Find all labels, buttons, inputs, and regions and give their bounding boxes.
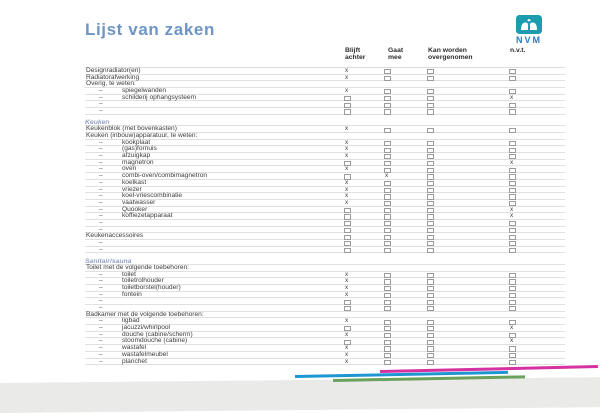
checkbox-kan-worden-overgenomen[interactable]	[427, 174, 434, 179]
checkbox-gaat-mee[interactable]	[384, 89, 391, 94]
items-table	[85, 67, 565, 365]
list-dash: –	[99, 297, 103, 305]
checkbox-kan-worden-overgenomen[interactable]	[427, 188, 434, 193]
table-row	[85, 153, 565, 160]
checkbox-kan-worden-overgenomen[interactable]	[427, 228, 434, 233]
list-dash: –	[99, 290, 103, 298]
checkbox-kan-worden-overgenomen[interactable]	[427, 279, 434, 284]
list-dash: –	[99, 245, 103, 253]
list-dash: –	[99, 212, 103, 220]
checkbox-gaat-mee[interactable]	[384, 194, 391, 199]
checkbox-kan-worden-overgenomen[interactable]	[427, 241, 434, 246]
checkbox-kan-worden-overgenomen[interactable]	[427, 214, 434, 219]
list-dash: –	[99, 192, 103, 200]
checked-checkbox-blijft-achter[interactable]: x	[345, 192, 349, 200]
checkbox-gaat-mee[interactable]	[384, 141, 391, 146]
checkbox-nvt[interactable]	[509, 69, 516, 74]
checkbox-gaat-mee[interactable]	[384, 161, 391, 166]
checkbox-kan-worden-overgenomen[interactable]	[427, 300, 434, 305]
table-row	[85, 247, 565, 254]
checkbox-nvt[interactable]	[509, 306, 516, 311]
checkbox-gaat-mee[interactable]	[384, 128, 391, 133]
list-dash: –	[99, 350, 103, 358]
checked-checkbox-blijft-achter[interactable]: x	[345, 290, 349, 298]
list-dash: –	[99, 330, 103, 338]
checkbox-gaat-mee[interactable]	[384, 221, 391, 226]
item-label: douche (cabine/scherm)	[122, 330, 193, 338]
item-label: schilderij ophangsysteem	[122, 93, 197, 101]
checked-checkbox-nvt[interactable]: x	[510, 158, 514, 166]
item-label: toiletborstel(houder)	[122, 283, 181, 291]
checkbox-gaat-mee[interactable]	[384, 76, 391, 81]
checkbox-kan-worden-overgenomen[interactable]	[427, 154, 434, 159]
checkbox-kan-worden-overgenomen[interactable]	[427, 320, 434, 325]
table-row	[85, 220, 565, 227]
checkbox-blijft-achter[interactable]	[344, 214, 351, 219]
checkbox-gaat-mee[interactable]	[384, 300, 391, 305]
item-label: vriezer	[122, 185, 142, 193]
checkbox-kan-worden-overgenomen[interactable]	[427, 194, 434, 199]
item-label: kookplaat	[122, 138, 151, 146]
checkbox-kan-worden-overgenomen[interactable]	[427, 76, 434, 81]
table-row	[85, 240, 565, 247]
item-label: stoomdouche (cabine)	[122, 337, 188, 345]
checkbox-kan-worden-overgenomen[interactable]	[427, 235, 434, 240]
checked-checkbox-blijft-achter[interactable]: x	[345, 73, 349, 81]
checkbox-kan-worden-overgenomen[interactable]	[427, 161, 434, 166]
checkbox-kan-worden-overgenomen[interactable]	[427, 89, 434, 94]
checkbox-gaat-mee[interactable]	[384, 360, 391, 365]
checkbox-gaat-mee[interactable]	[384, 109, 391, 114]
checkbox-blijft-achter[interactable]	[344, 248, 351, 253]
checkbox-kan-worden-overgenomen[interactable]	[427, 69, 434, 74]
item-label: jacuzzi/whirlpool	[122, 324, 171, 332]
table-row	[85, 173, 565, 180]
checkbox-nvt[interactable]	[509, 228, 516, 233]
item-label: toilet	[122, 270, 136, 278]
item-label: fontein	[122, 290, 142, 298]
checkbox-kan-worden-overgenomen[interactable]	[427, 273, 434, 278]
item-label: Toilet met de volgende toebehoren:	[86, 263, 190, 271]
table-row	[85, 140, 565, 147]
column-header-nvt: n.v.t.	[510, 47, 526, 54]
checkbox-kan-worden-overgenomen[interactable]	[427, 109, 434, 114]
table-row	[85, 133, 565, 140]
checkbox-gaat-mee[interactable]	[384, 248, 391, 253]
checkbox-gaat-mee[interactable]	[384, 154, 391, 159]
item-label: vaatwasser	[122, 198, 156, 206]
item-label: ligbad	[122, 317, 140, 325]
checkbox-gaat-mee[interactable]	[384, 188, 391, 193]
checkbox-nvt[interactable]	[509, 194, 516, 199]
list-dash: –	[99, 205, 103, 213]
checkbox-nvt[interactable]	[509, 293, 516, 298]
checkbox-gaat-mee[interactable]	[384, 148, 391, 153]
checked-checkbox-blijft-achter[interactable]: x	[345, 125, 349, 133]
checkbox-kan-worden-overgenomen[interactable]	[427, 340, 434, 345]
checkbox-kan-worden-overgenomen[interactable]	[427, 353, 434, 358]
list-dash: –	[99, 138, 103, 146]
list-dash: –	[99, 225, 103, 233]
checkbox-gaat-mee[interactable]	[384, 279, 391, 284]
checked-checkbox-blijft-achter[interactable]: x	[345, 67, 349, 74]
checkbox-kan-worden-overgenomen[interactable]	[427, 221, 434, 226]
checkbox-nvt[interactable]	[509, 174, 516, 179]
list-dash: –	[99, 93, 103, 101]
checkbox-nvt[interactable]	[509, 235, 516, 240]
column-header-blijft-achter: Blijft achter	[345, 47, 366, 61]
checkbox-kan-worden-overgenomen[interactable]	[427, 103, 434, 108]
item-label: Badkamer met de volgende toebehoren:	[86, 310, 204, 318]
checkbox-blijft-achter[interactable]	[344, 235, 351, 240]
checked-checkbox-nvt[interactable]: x	[510, 205, 514, 213]
checkbox-nvt[interactable]	[509, 128, 516, 133]
table-row	[85, 68, 565, 75]
checkbox-gaat-mee[interactable]	[384, 273, 391, 278]
list-dash: –	[99, 218, 103, 226]
item-label: Keukenaccessoires	[86, 232, 144, 240]
checkbox-kan-worden-overgenomen[interactable]	[427, 326, 434, 331]
table-row	[85, 146, 565, 153]
checkbox-nvt[interactable]	[509, 148, 516, 153]
checkbox-kan-worden-overgenomen[interactable]	[427, 141, 434, 146]
checkbox-kan-worden-overgenomen[interactable]	[427, 360, 434, 365]
checked-checkbox-blijft-achter[interactable]: x	[345, 317, 349, 325]
table-row	[85, 227, 565, 234]
list-dash: –	[99, 198, 103, 206]
list-dash: –	[99, 270, 103, 278]
item-label: Overig, te weten:	[86, 80, 136, 88]
item-label: combi-oven/combimagnetron	[122, 172, 208, 180]
checkbox-kan-worden-overgenomen[interactable]	[427, 148, 434, 153]
list-dash: –	[99, 107, 103, 115]
checked-checkbox-blijft-achter[interactable]: x	[345, 185, 349, 193]
table-row	[85, 200, 565, 207]
checkbox-nvt[interactable]	[509, 109, 516, 114]
checkbox-nvt[interactable]	[509, 168, 516, 173]
checked-checkbox-blijft-achter[interactable]: x	[345, 330, 349, 338]
list-dash: –	[99, 317, 103, 325]
list-dash: –	[99, 165, 103, 173]
list-dash: –	[99, 357, 103, 365]
checked-checkbox-blijft-achter[interactable]: x	[345, 198, 349, 206]
item-label: spiegelwanden	[122, 87, 166, 95]
checked-checkbox-blijft-achter[interactable]: x	[345, 283, 349, 291]
checked-checkbox-nvt[interactable]: x	[510, 337, 514, 345]
checkbox-nvt[interactable]	[509, 141, 516, 146]
checkbox-nvt[interactable]	[509, 241, 516, 246]
checkbox-gaat-mee[interactable]	[384, 333, 391, 338]
checked-checkbox-nvt[interactable]: x	[510, 324, 514, 332]
table-row	[85, 193, 565, 200]
column-header-kan-worden-overgenomen: Kan worden overgenomen	[428, 47, 473, 61]
nvm-logo	[507, 15, 551, 45]
table-row	[85, 180, 565, 187]
checkbox-blijft-achter[interactable]	[344, 96, 351, 101]
checkbox-blijft-achter[interactable]	[344, 306, 351, 311]
list-dash: –	[99, 100, 103, 108]
checkbox-gaat-mee[interactable]	[384, 181, 391, 186]
checked-checkbox-blijft-achter[interactable]: x	[345, 270, 349, 278]
checkbox-kan-worden-overgenomen[interactable]	[427, 181, 434, 186]
checkbox-gaat-mee[interactable]	[384, 103, 391, 108]
item-label: toiletrolhouder	[122, 277, 164, 285]
nvm-logo-icon	[516, 15, 542, 34]
checked-checkbox-blijft-achter[interactable]: x	[345, 152, 349, 160]
checkbox-gaat-mee[interactable]	[384, 353, 391, 358]
checkbox-gaat-mee[interactable]	[384, 286, 391, 291]
table-row	[85, 298, 565, 305]
checked-checkbox-nvt[interactable]: x	[510, 93, 514, 101]
checkbox-gaat-mee[interactable]	[384, 293, 391, 298]
table-row	[85, 233, 565, 240]
nvm-logo-text: NVM	[516, 35, 542, 45]
checked-checkbox-blijft-achter[interactable]: x	[345, 87, 349, 95]
list-dash: –	[99, 324, 103, 332]
checkbox-kan-worden-overgenomen[interactable]	[427, 248, 434, 253]
list-dash: –	[99, 152, 103, 160]
checkbox-gaat-mee[interactable]	[384, 340, 391, 345]
table-row	[85, 108, 565, 115]
checkbox-blijft-achter[interactable]	[344, 228, 351, 233]
checkbox-blijft-achter[interactable]	[344, 208, 351, 213]
checkbox-kan-worden-overgenomen[interactable]	[427, 201, 434, 206]
item-label: afzuigkap	[122, 152, 151, 160]
list-dash: –	[99, 344, 103, 352]
checkbox-nvt[interactable]	[509, 300, 516, 305]
checkbox-nvt[interactable]	[509, 248, 516, 253]
checkbox-nvt[interactable]	[509, 279, 516, 284]
item-label: Keuken (inbouw)apparatuur, te weten:	[86, 132, 198, 139]
checkbox-gaat-mee[interactable]	[384, 346, 391, 351]
checked-checkbox-blijft-achter[interactable]: x	[345, 165, 349, 173]
checkbox-kan-worden-overgenomen[interactable]	[427, 208, 434, 213]
table-row	[85, 285, 565, 292]
checkbox-gaat-mee[interactable]	[384, 306, 391, 311]
checkbox-blijft-achter[interactable]	[344, 300, 351, 305]
section-label: Keuken	[85, 119, 565, 126]
table-row	[85, 213, 565, 220]
item-label: oven	[122, 165, 137, 173]
checked-checkbox-gaat-mee[interactable]: x	[385, 172, 389, 180]
checked-checkbox-blijft-achter[interactable]: x	[345, 357, 349, 365]
item-label: Keukenblok (met bovenkasten)	[86, 125, 177, 133]
checked-checkbox-nvt[interactable]: x	[510, 212, 514, 220]
item-label: wastafelmeubel	[122, 350, 168, 358]
checked-checkbox-blijft-achter[interactable]: x	[345, 344, 349, 352]
checkbox-nvt[interactable]	[509, 188, 516, 193]
checked-checkbox-blijft-achter[interactable]: x	[345, 138, 349, 146]
checkbox-nvt[interactable]	[509, 273, 516, 278]
checkbox-nvt[interactable]	[509, 221, 516, 226]
checkbox-nvt[interactable]	[509, 103, 516, 108]
table-row	[85, 95, 565, 102]
table-row	[85, 160, 565, 167]
checked-checkbox-blijft-achter[interactable]: x	[345, 350, 349, 358]
list-dash: –	[99, 277, 103, 285]
checkbox-gaat-mee[interactable]	[384, 214, 391, 219]
checkbox-gaat-mee[interactable]	[384, 69, 391, 74]
list-dash: –	[99, 87, 103, 95]
item-label: Radiatorafwerking	[86, 73, 140, 81]
table-row	[85, 359, 565, 366]
list-dash: –	[99, 145, 103, 153]
checkbox-kan-worden-overgenomen[interactable]	[427, 128, 434, 133]
checkbox-kan-worden-overgenomen[interactable]	[427, 96, 434, 101]
checkbox-gaat-mee[interactable]	[384, 96, 391, 101]
checkbox-gaat-mee[interactable]	[384, 241, 391, 246]
column-header-gaat-mee: Gaat mee	[388, 47, 404, 61]
table-row	[85, 292, 565, 299]
checked-checkbox-blijft-achter[interactable]: x	[345, 145, 349, 153]
list-dash: –	[99, 172, 103, 180]
checkbox-gaat-mee[interactable]	[384, 201, 391, 206]
item-label: planchet	[122, 357, 147, 365]
checkbox-nvt[interactable]	[509, 360, 516, 365]
table-row	[85, 101, 565, 108]
checkbox-kan-worden-overgenomen[interactable]	[427, 333, 434, 338]
table-row	[85, 312, 565, 319]
checked-checkbox-blijft-achter[interactable]: x	[345, 178, 349, 186]
checkbox-kan-worden-overgenomen[interactable]	[427, 306, 434, 311]
item-label: koffiezetapparaat	[122, 212, 173, 220]
checkbox-kan-worden-overgenomen[interactable]	[427, 293, 434, 298]
item-label: (gas)fornuis	[122, 145, 157, 153]
list-dash: –	[99, 185, 103, 193]
item-label: Quooker	[122, 205, 148, 213]
page-bottom-edge	[0, 377, 600, 413]
list-dash: –	[99, 239, 103, 246]
checkbox-kan-worden-overgenomen[interactable]	[427, 346, 434, 351]
table-row	[85, 338, 565, 345]
checkbox-kan-worden-overgenomen[interactable]	[427, 286, 434, 291]
list-dash: –	[99, 178, 103, 186]
checkbox-nvt[interactable]	[509, 353, 516, 358]
checkbox-gaat-mee[interactable]	[384, 235, 391, 240]
checkbox-gaat-mee[interactable]	[384, 326, 391, 331]
checkbox-nvt[interactable]	[509, 286, 516, 291]
checkbox-gaat-mee[interactable]	[384, 320, 391, 325]
list-dash: –	[99, 158, 103, 166]
section-label: Sanitair/sauna	[85, 258, 565, 265]
list-dash: –	[99, 283, 103, 291]
item-label: wastafel	[122, 344, 147, 352]
list-dash: –	[99, 304, 103, 311]
checkbox-gaat-mee[interactable]	[384, 208, 391, 213]
checkbox-blijft-achter[interactable]	[344, 109, 351, 114]
checkbox-blijft-achter[interactable]	[344, 103, 351, 108]
list-dash: –	[99, 337, 103, 345]
checkbox-gaat-mee[interactable]	[384, 228, 391, 233]
checkbox-kan-worden-overgenomen[interactable]	[427, 168, 434, 173]
table-row	[85, 265, 565, 272]
table-row	[85, 352, 565, 359]
item-label: Designradiator(en)	[86, 67, 141, 74]
checkbox-blijft-achter[interactable]	[344, 241, 351, 246]
table-row	[85, 75, 565, 82]
checkbox-nvt[interactable]	[509, 346, 516, 351]
checkbox-nvt[interactable]	[509, 181, 516, 186]
checkbox-nvt[interactable]	[509, 76, 516, 81]
checked-checkbox-blijft-achter[interactable]: x	[345, 277, 349, 285]
item-label: koelkast	[122, 178, 147, 186]
item-label: koel-vriescombinatie	[122, 192, 183, 200]
checkbox-blijft-achter[interactable]	[344, 221, 351, 226]
page-title: Lijst van zaken	[85, 20, 215, 39]
item-label: magnetron	[122, 158, 154, 166]
